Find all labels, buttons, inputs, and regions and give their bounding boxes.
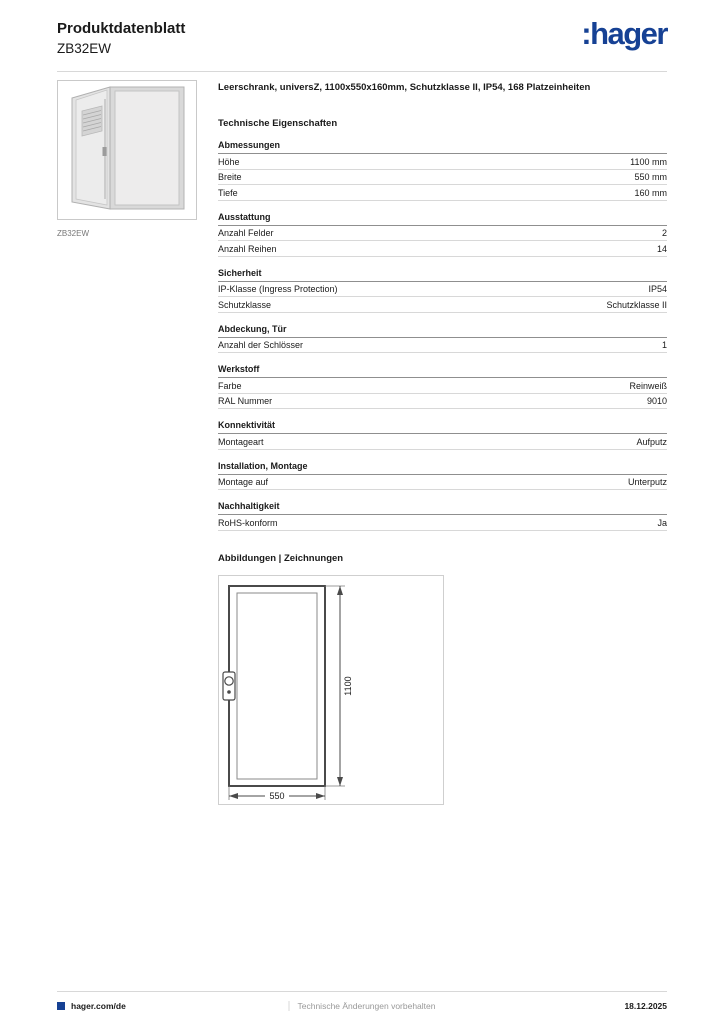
spec-value: 9010 xyxy=(646,396,667,407)
height-dimension-label: 1100 xyxy=(343,675,353,696)
footer xyxy=(57,991,667,1011)
page-title: Produktdatenblatt xyxy=(57,20,186,37)
technical-drawing xyxy=(219,576,443,804)
header-titles xyxy=(57,20,185,56)
spec-label: Anzahl Reihen xyxy=(218,243,277,254)
spec-row xyxy=(218,475,667,491)
spec-row xyxy=(218,394,667,410)
product-description: Leerschrank, universZ, 1100x550x160mm, Schutzklasse II, IP54, 168 Platzeinheiten xyxy=(218,81,591,93)
spec-section xyxy=(218,420,667,450)
spec-label: Tiefe xyxy=(218,187,238,198)
spec-value: 1 xyxy=(661,340,667,351)
section-title: Abdeckung, Tür xyxy=(218,324,667,338)
spec-section xyxy=(218,140,667,201)
section-title: Installation, Montage xyxy=(218,461,667,475)
brand-square-icon xyxy=(57,1002,65,1010)
product-code: ZB32EW xyxy=(57,40,112,56)
spec-value: Ja xyxy=(657,517,667,528)
spec-label: Anzahl Felder xyxy=(218,228,274,239)
tech-properties-heading: Technische Eigenschaften xyxy=(218,118,338,130)
right-column xyxy=(218,80,667,805)
product-image-caption: ZB32EW xyxy=(57,228,90,238)
spec-section xyxy=(218,212,667,257)
spec-label: RoHS-konform xyxy=(218,517,278,528)
spec-value: IP54 xyxy=(648,284,667,295)
spec-row xyxy=(218,282,667,298)
product-image-frame xyxy=(57,80,197,220)
spec-value: 160 mm xyxy=(634,187,667,198)
drawings-heading: Abbildungen | Zeichnungen xyxy=(218,552,344,564)
spec-row xyxy=(218,154,667,170)
spec-row xyxy=(218,226,667,242)
footer-notice: Technische Änderungen vorbehalten xyxy=(297,1001,436,1011)
spec-value: 550 mm xyxy=(634,172,667,183)
spec-value: Unterputz xyxy=(627,477,667,488)
spec-label: Höhe xyxy=(218,156,240,167)
section-title: Sicherheit xyxy=(218,268,667,282)
spec-row xyxy=(218,170,667,186)
spec-label: Schutzklasse xyxy=(218,299,272,310)
width-dimension-label: 550 xyxy=(269,790,285,801)
left-column xyxy=(57,80,197,805)
spec-row xyxy=(218,434,667,450)
spec-value: Schutzklasse II xyxy=(606,299,667,310)
section-title: Werkstoff xyxy=(218,364,667,378)
footer-center xyxy=(289,1001,436,1011)
spec-row xyxy=(218,338,667,354)
spec-section xyxy=(218,501,667,531)
spec-label: IP-Klasse (Ingress Protection) xyxy=(218,284,338,295)
spec-row xyxy=(218,241,667,257)
spec-section xyxy=(218,364,667,409)
footer-separator xyxy=(289,1001,290,1011)
spec-section xyxy=(218,461,667,491)
website-link[interactable]: hager.com/de xyxy=(71,1001,126,1011)
product-image xyxy=(58,81,196,219)
spec-label: Montage auf xyxy=(218,477,269,488)
spec-label: Anzahl der Schlösser xyxy=(218,340,304,351)
spec-label: Farbe xyxy=(218,380,242,391)
section-title: Ausstattung xyxy=(218,212,667,226)
spec-value: 1100 mm xyxy=(630,156,667,167)
spec-row xyxy=(218,515,667,531)
content xyxy=(0,72,724,805)
spec-label: Breite xyxy=(218,172,242,183)
technical-drawing-frame xyxy=(218,575,444,805)
header xyxy=(0,0,724,56)
spec-row xyxy=(218,297,667,313)
spec-section xyxy=(218,268,667,313)
footer-divider xyxy=(57,991,667,992)
spec-section xyxy=(218,324,667,354)
spec-row xyxy=(218,378,667,394)
spec-value: 14 xyxy=(656,243,667,254)
spec-value: 2 xyxy=(661,228,667,239)
section-title: Konnektivität xyxy=(218,420,667,434)
spec-sections xyxy=(218,140,667,531)
spec-value: Reinweiß xyxy=(629,380,667,391)
spec-row xyxy=(218,185,667,201)
spec-value: Aufputz xyxy=(636,436,667,447)
section-title: Abmessungen xyxy=(218,140,667,154)
hager-logo: :hager xyxy=(581,16,667,51)
footer-date: 18.12.2025 xyxy=(624,1001,667,1011)
footer-row xyxy=(57,1001,667,1011)
spec-label: Montageart xyxy=(218,436,264,447)
spec-label: RAL Nummer xyxy=(218,396,273,407)
section-title: Nachhaltigkeit xyxy=(218,501,667,515)
